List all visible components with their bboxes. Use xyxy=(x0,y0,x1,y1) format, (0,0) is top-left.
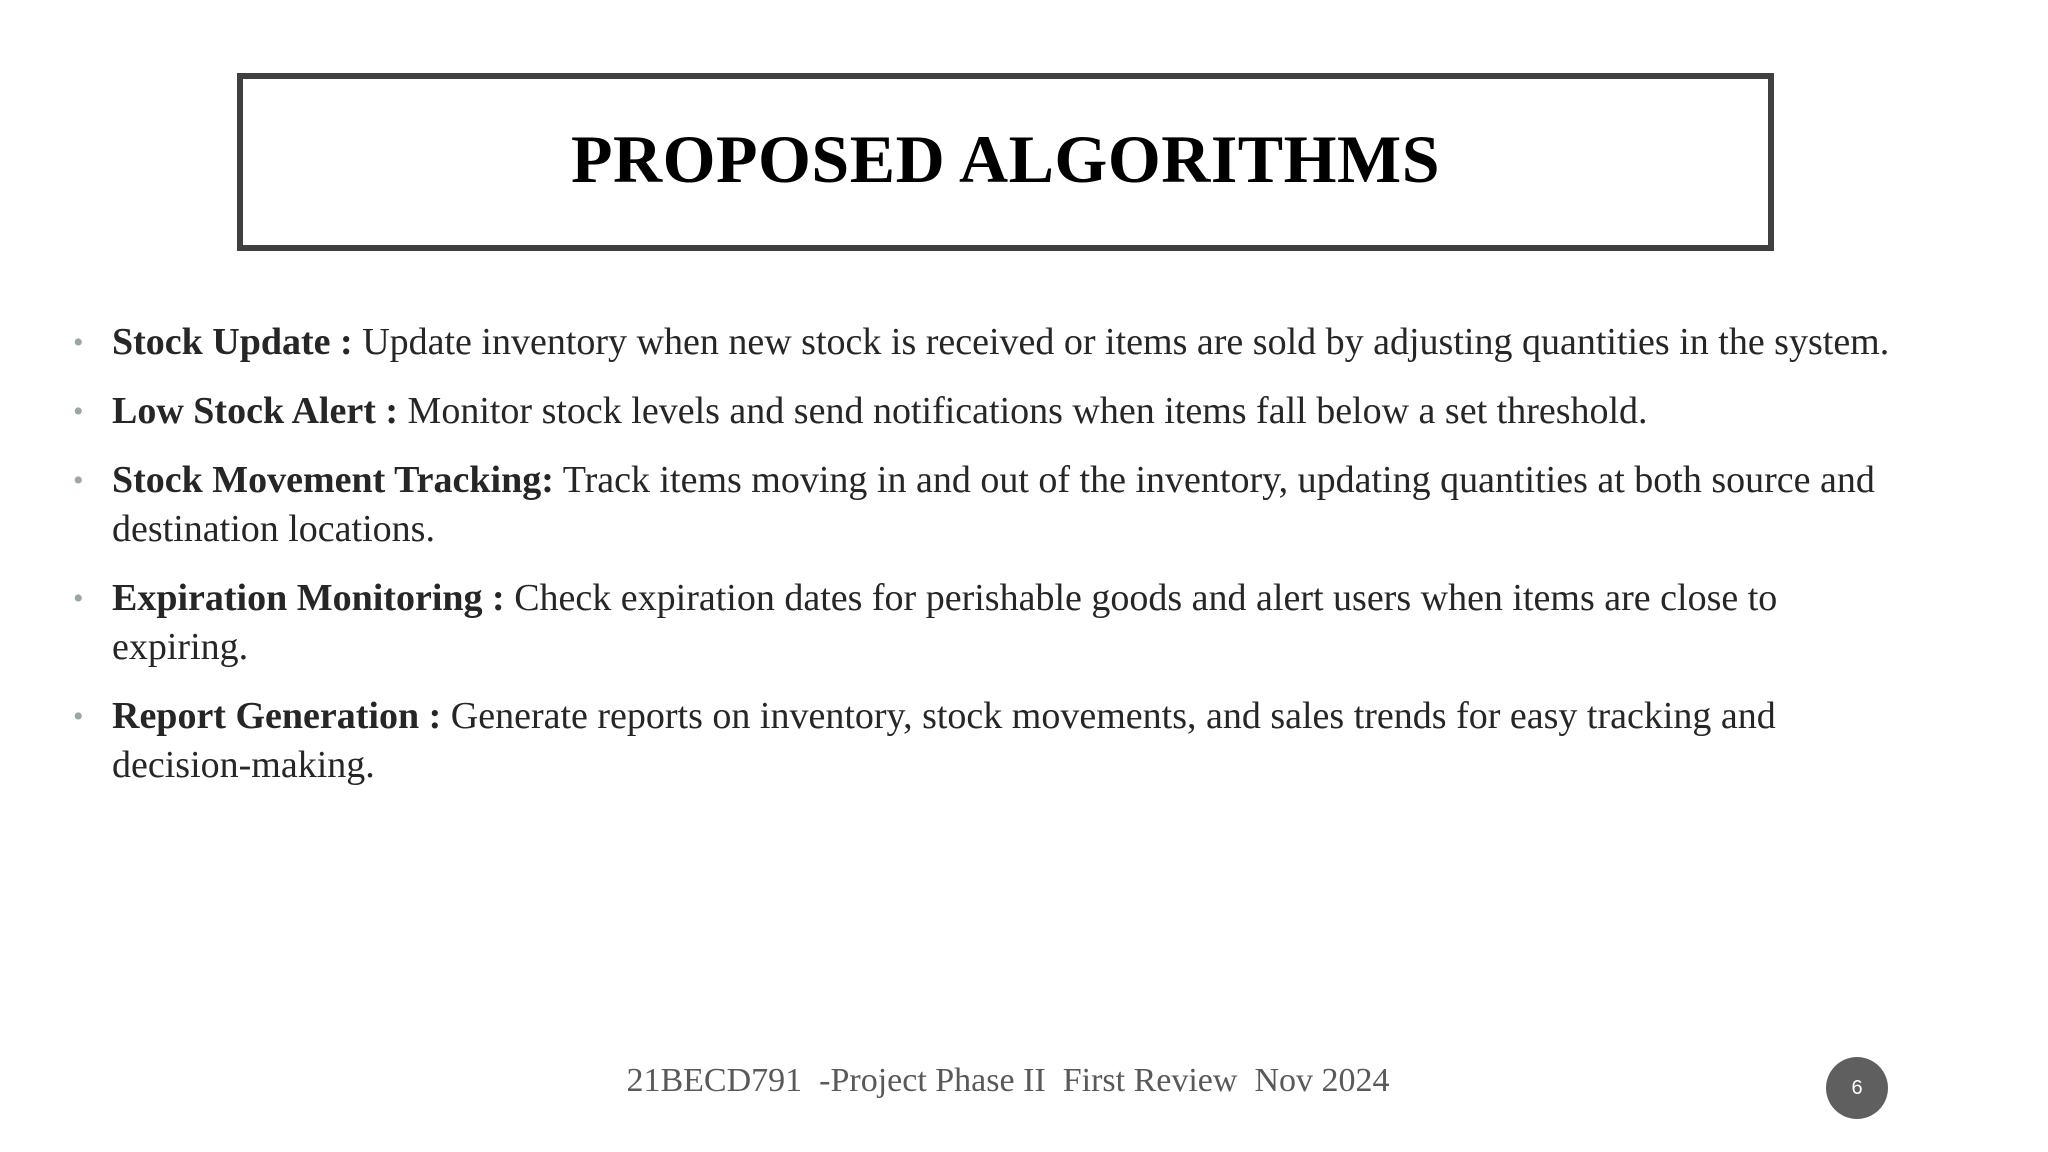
bullet-text: Check expiration dates for perishable goods and alert users when items are close to expiring. xyxy=(112,577,1778,668)
bullet-term: Low Stock Alert : xyxy=(112,390,399,432)
bullet-marker: • xyxy=(73,700,84,733)
bullet-item xyxy=(70,318,1900,367)
page-number: 6 xyxy=(1851,1076,1863,1099)
slide-footer: 21BECD791 -Project Phase II First Review Nov 2024 xyxy=(626,1062,1390,1099)
bullet-marker: • xyxy=(73,582,84,615)
bullet-term: Stock Update : xyxy=(112,321,353,363)
bullet-marker: • xyxy=(73,395,84,428)
page-number-badge xyxy=(1826,1057,1888,1119)
bullet-item xyxy=(70,456,1900,554)
bullet-term: Stock Movement Tracking: xyxy=(112,459,554,501)
bullet-term: Report Generation : xyxy=(112,695,442,737)
bullet-marker: • xyxy=(73,464,84,497)
bullet-text: Generate reports on inventory, stock movements, and sales trends for easy tracking and decision-making. xyxy=(112,695,1776,786)
bullet-marker: • xyxy=(73,326,84,359)
slide-title: PROPOSED ALGORITHMS xyxy=(570,120,1441,197)
bullet-item xyxy=(70,692,1900,790)
bullet-text: Update inventory when new stock is received or items are sold by adjusting quantities in the system. xyxy=(352,321,1890,363)
bullet-text: Monitor stock levels and send notifications when items fall below a set threshold. xyxy=(398,390,1648,432)
bullet-item xyxy=(70,387,1900,436)
bullet-item xyxy=(70,574,1900,672)
bullet-term: Expiration Monitoring : xyxy=(112,577,505,619)
bullet-list xyxy=(70,318,1900,810)
title-box xyxy=(237,73,1774,251)
bullet-text: Track items moving in and out of the inventory, updating quantities at both source and destination locations. xyxy=(112,459,1875,550)
